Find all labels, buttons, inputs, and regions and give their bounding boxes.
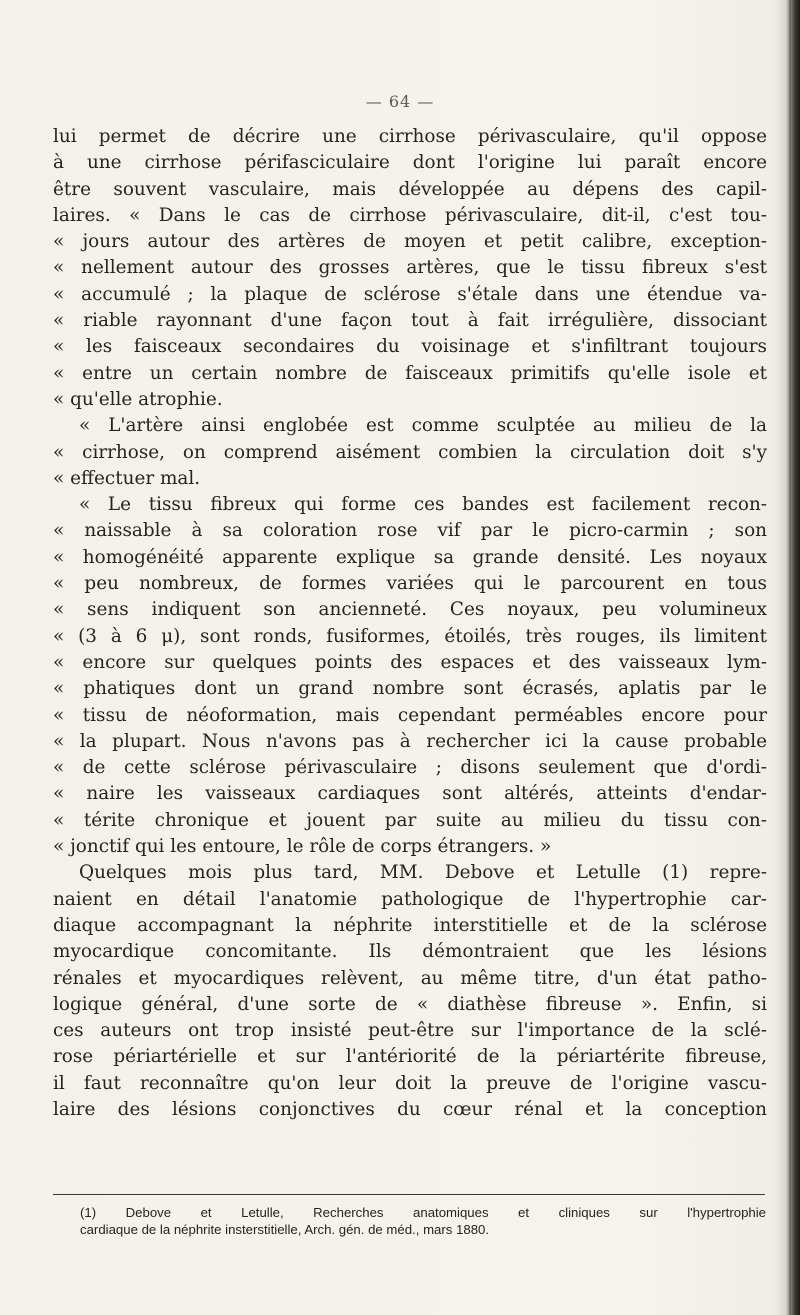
text-line: rénales et myocardiques relèvent, au même titre, d'un état patho- <box>53 967 767 989</box>
text-line: logique général, d'une sorte de « diathèse fibreuse ». Enfin, si <box>53 993 767 1015</box>
text-line: Quelques mois plus tard, MM. Debove et Letulle (1) repre- <box>79 862 767 884</box>
text-line: rose périartérielle et sur l'antériorité de la périartérite fibreuse, <box>53 1046 767 1068</box>
text-line: « phatiques dont un grand nombre sont écrasés, aplatis par le <box>53 678 767 700</box>
text-line: myocardique concomitante. Ils démontraient que les lésions <box>53 941 767 963</box>
text-line: « L'artère ainsi englobée est comme sculptée au milieu de la <box>79 415 767 437</box>
text-line: « jours autour des artères de moyen et petit calibre, exception- <box>53 231 767 253</box>
text-line: « naissable à sa coloration rose vif par le picro-carmin ; son <box>53 520 767 542</box>
footnote-divider <box>53 1194 765 1195</box>
text-line: « qu'elle atrophie. <box>53 388 223 410</box>
text-line: il faut reconnaître qu'on leur doit la preuve de l'origine vascu- <box>53 1072 767 1094</box>
text-line: « riable rayonnant d'une façon tout à fait irrégulière, dissociant <box>53 310 767 332</box>
text-line: « accumulé ; la plaque de sclérose s'étale dans une étendue va- <box>53 283 767 305</box>
text-line: « nellement autour des grosses artères, que le tissu fibreux s'est <box>53 257 767 279</box>
text-line: « de cette sclérose périvasculaire ; disons seulement que d'ordi- <box>53 757 767 779</box>
text-line: « naire les vaisseaux cardiaques sont altérés, atteints d'endar- <box>53 783 767 805</box>
text-line: « (3 à 6 μ), sont ronds, fusiformes, étoilés, très rouges, ils limitent <box>53 625 767 647</box>
text-line: « la plupart. Nous n'avons pas à rechercher ici la cause probable <box>53 730 767 752</box>
text-line: « tissu de néoformation, mais cependant perméables encore pour <box>53 704 767 726</box>
page-edge-line <box>789 0 791 1315</box>
text-line: à une cirrhose périfasciculaire dont l'origine lui paraît encore <box>53 152 767 174</box>
text-line: « effectuer mal. <box>53 467 201 489</box>
page-number: — 64 — <box>365 92 435 111</box>
text-line: « homogénéité apparente explique sa grande densité. Les noyaux <box>53 546 767 568</box>
text-line: « térite chronique et jouent par suite au milieu du tissu con- <box>53 809 767 831</box>
text-line: « encore sur quelques points des espaces et des vaisseaux lym- <box>53 651 767 673</box>
text-line: « Le tissu fibreux qui forme ces bandes est facilement recon- <box>79 494 767 516</box>
text-line: naient en détail l'anatomie pathologique de l'hypertrophie car- <box>53 888 767 910</box>
text-line: « cirrhose, on comprend aisément combien la circulation doit s'y <box>53 441 767 463</box>
text-line: lui permet de décrire une cirrhose périvasculaire, qu'il oppose <box>53 126 767 147</box>
text-line: « jonctif qui les entoure, le rôle de corps étrangers. » <box>53 836 552 858</box>
text-line: « sens indiquent son ancienneté. Ces noyaux, peu volumineux <box>53 599 767 621</box>
footnote-line: (1) Debove et Letulle, Recherches anatomiques et cliniques sur l'hypertrophie <box>80 1205 766 1220</box>
footnote <box>80 1204 766 1238</box>
text-line: être souvent vasculaire, mais développée au dépens des capil- <box>53 178 767 200</box>
text-line: « entre un certain nombre de faisceaux primitifs qu'elle isole et <box>53 362 767 384</box>
text-line: laires. « Dans le cas de cirrhose périvasculaire, dit-il, c'est tou- <box>53 204 767 226</box>
text-line: « peu nombreux, de formes variées qui le parcourent en tous <box>53 573 767 595</box>
footnote-line: cardiaque de la néphrite insterstitielle, Arch. gén. de méd., mars 1880. <box>80 1222 490 1237</box>
text-line: « les faisceaux secondaires du voisinage et s'infiltrant toujours <box>53 336 767 358</box>
text-line: ces auteurs ont trop insisté peut-être sur l'importance de la sclé- <box>53 1020 767 1042</box>
page-edge-shadow <box>774 0 800 1315</box>
text-line: diaque accompagnant la néphrite interstitielle et de la sclérose <box>53 914 767 936</box>
text-line: laire des lésions conjonctives du cœur rénal et la conception <box>53 1098 767 1120</box>
body-text <box>53 124 767 1123</box>
